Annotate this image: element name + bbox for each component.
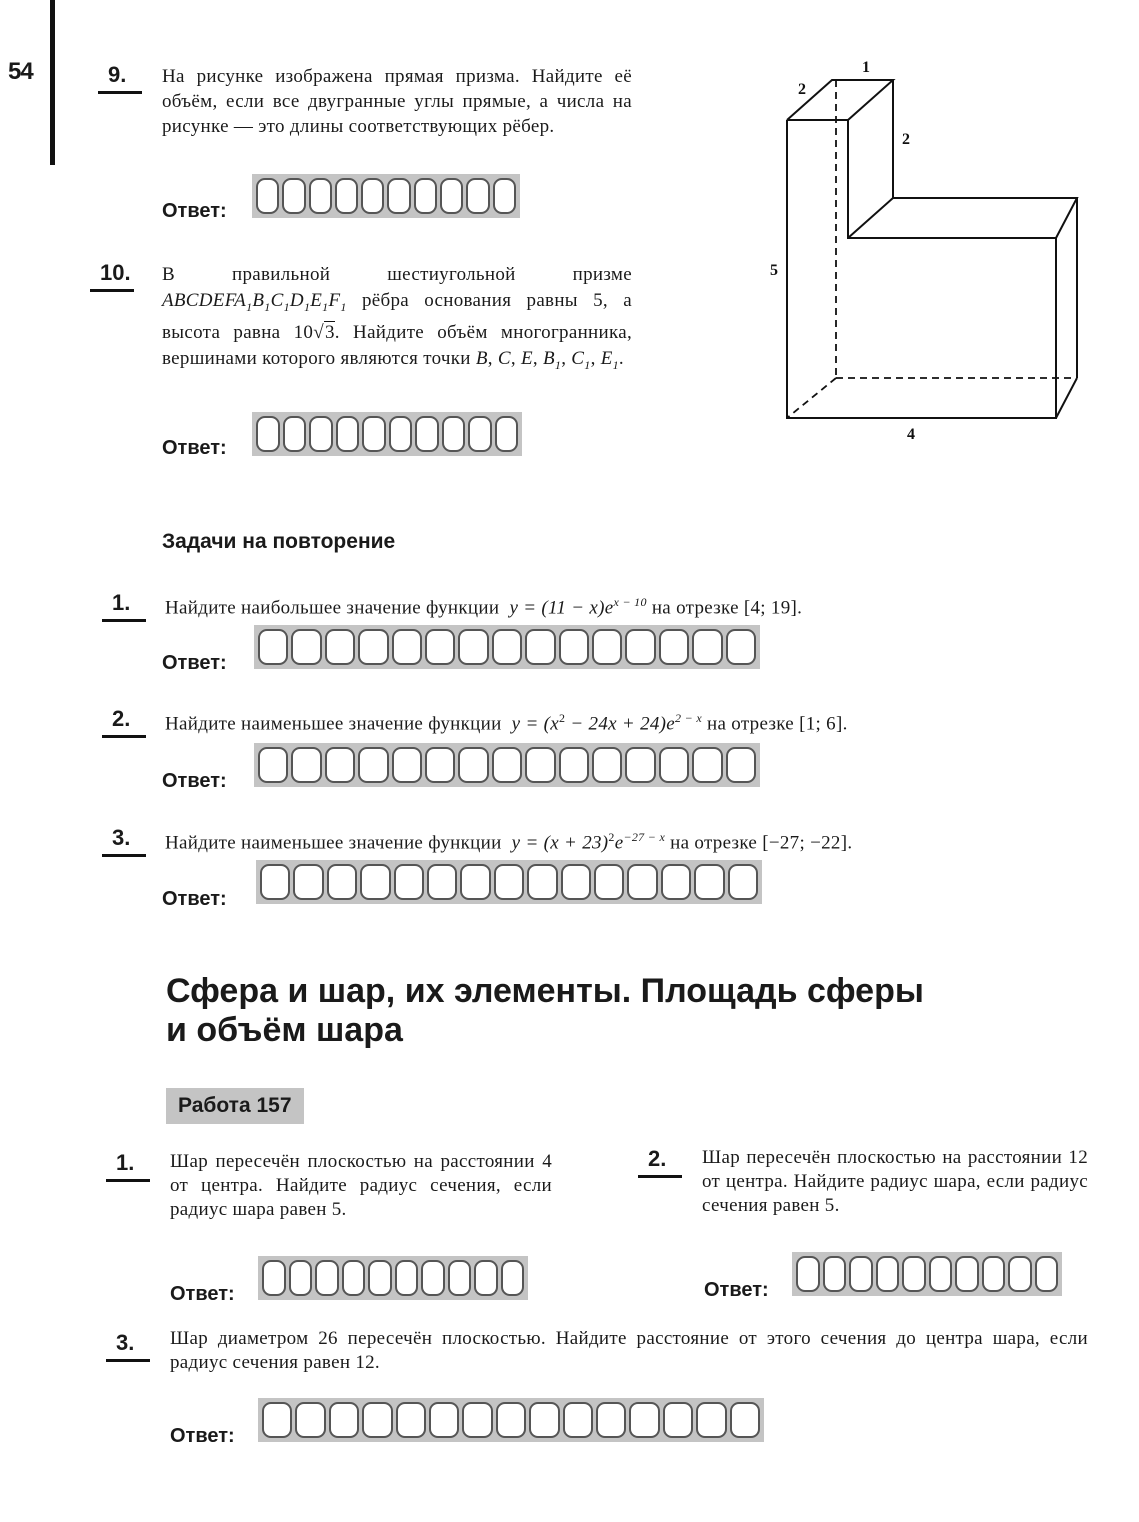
page-number: 54	[8, 58, 33, 85]
answer-cell[interactable]	[427, 864, 457, 900]
answer-cell[interactable]	[823, 1256, 847, 1292]
answer-cell[interactable]	[394, 864, 424, 900]
answer-cell[interactable]	[358, 629, 388, 665]
figure-label-5: 5	[770, 262, 778, 279]
answer-cell[interactable]	[659, 629, 689, 665]
answer-cell[interactable]	[258, 629, 288, 665]
review-3-formula-a: y = (x + 23)	[511, 832, 609, 854]
review-2-formula-a: y = (x	[511, 713, 559, 735]
figure-label-2-top: 2	[798, 81, 806, 98]
review-2-number: 2.	[112, 706, 131, 731]
answer-cell[interactable]	[293, 864, 323, 900]
answer-label-w2: Ответ:	[704, 1279, 769, 1301]
review-3-formula-b: e	[614, 832, 624, 854]
answer-label-9: Ответ:	[162, 200, 227, 222]
answer-cell[interactable]	[283, 416, 307, 452]
answer-box-w3[interactable]	[258, 1398, 764, 1442]
answer-cell[interactable]	[494, 864, 524, 900]
answer-cell[interactable]	[696, 1402, 726, 1438]
answer-cell[interactable]	[440, 178, 463, 214]
point-b: B	[475, 347, 488, 369]
answer-cell[interactable]	[368, 1260, 392, 1296]
answer-cell[interactable]	[592, 629, 622, 665]
answer-cell[interactable]	[415, 416, 439, 452]
answer-cell[interactable]	[361, 178, 384, 214]
answer-cell[interactable]	[1008, 1256, 1032, 1292]
answer-cell[interactable]	[309, 178, 332, 214]
work-2-number: 2.	[648, 1146, 667, 1171]
review-1-formula: y = (11 − x)e	[509, 597, 614, 619]
answer-cell[interactable]	[1035, 1256, 1059, 1292]
low-top	[848, 198, 1077, 238]
answer-cell[interactable]	[358, 747, 388, 783]
answer-cell[interactable]	[462, 1402, 492, 1438]
margin-bar	[50, 0, 55, 165]
answer-cell[interactable]	[392, 629, 422, 665]
point-e: E	[520, 347, 533, 369]
review-2-prefix: Найдите наименьшее значение функции	[165, 713, 502, 735]
review-1-number: 1.	[112, 590, 131, 615]
prism-figure	[760, 50, 1100, 450]
answer-cell[interactable]	[559, 747, 589, 783]
review-1-exp: x − 10	[613, 595, 647, 609]
review-title: Задачи на повторение	[162, 530, 396, 553]
point-b1: $B_1$	[542, 347, 562, 372]
answer-label-r3: Ответ:	[162, 888, 227, 910]
answer-cell[interactable]	[468, 416, 492, 452]
answer-cell[interactable]	[260, 864, 290, 900]
chapter-title-line2: и объём шара	[166, 1011, 403, 1049]
answer-cell[interactable]	[289, 1260, 313, 1296]
answer-cell[interactable]	[849, 1256, 873, 1292]
answer-box-r2[interactable]	[254, 743, 760, 787]
work-3-number: 3.	[116, 1330, 135, 1355]
review-3-sq: 2	[608, 830, 615, 844]
answer-cell[interactable]	[389, 416, 413, 452]
answer-cell[interactable]	[496, 1402, 526, 1438]
answer-cell[interactable]	[629, 1402, 659, 1438]
review-2-suffix: на отрезке [1; 6].	[707, 713, 848, 735]
answer-label-w3: Ответ:	[170, 1425, 235, 1447]
answer-label-r1: Ответ:	[162, 652, 227, 674]
answer-cell[interactable]	[425, 629, 455, 665]
problem-9-text: На рисунке изображена прямая призма. Найдите её объём, если все двугранные углы прямые, а числа на рисунке — это длины соответствующих рёбер.	[162, 66, 632, 137]
answer-cell[interactable]	[796, 1256, 820, 1292]
problem-10-text: В правильной шестиугольной призме $ABCDEFA_1B_1C_1D_1E_1F_1$ рёбра основания равны 5, а высота равна 10√3. Найдите объём многогранника, вершинами которого являются точки B, C, E, $B_1$, $C_1$, $E_1$.	[162, 264, 632, 372]
answer-cell[interactable]	[561, 864, 591, 900]
answer-cell[interactable]	[458, 629, 488, 665]
answer-cell[interactable]	[592, 747, 622, 783]
height-coef: 10	[293, 321, 314, 343]
answer-label-10: Ответ:	[162, 437, 227, 459]
answer-cell[interactable]	[396, 1402, 426, 1438]
answer-cell[interactable]	[315, 1260, 339, 1296]
answer-box-9[interactable]	[252, 174, 520, 218]
answer-cell[interactable]	[728, 864, 758, 900]
review-1-prefix: Найдите наибольшее значение функции	[165, 597, 500, 619]
answer-cell[interactable]	[663, 1402, 693, 1438]
answer-cell[interactable]	[325, 747, 355, 783]
answer-cell[interactable]	[692, 629, 722, 665]
prism-name: $ABCDEFA_1B_1C_1D_1E_1F_1$	[162, 290, 347, 314]
answer-cell[interactable]	[466, 178, 489, 214]
problem-10-text-part3: Найдите объём многогранника, вершинами которого являются точки	[162, 321, 632, 369]
answer-cell[interactable]	[955, 1256, 979, 1292]
answer-cell[interactable]	[362, 416, 386, 452]
answer-cell[interactable]	[335, 178, 358, 214]
answer-cell[interactable]	[414, 178, 437, 214]
answer-cell[interactable]	[501, 1260, 525, 1296]
review-2-sq: 2	[558, 711, 566, 725]
figure-label-4: 4	[907, 426, 915, 443]
answer-cell[interactable]	[730, 1402, 760, 1438]
work-1-text: Шар пересечён плоскостью на расстоянии 4 от центра. Найдите радиус сечения, если радиус шара равен 5.	[170, 1151, 552, 1220]
answer-cell[interactable]	[392, 747, 422, 783]
point-e1: $E_1$	[600, 347, 619, 372]
answer-cell[interactable]	[425, 747, 455, 783]
review-3-exp: −27 − x	[623, 830, 666, 844]
front-face	[787, 120, 1056, 418]
review-3-number: 3.	[112, 825, 131, 850]
answer-cell[interactable]	[342, 1260, 366, 1296]
low-bottom-back-edge	[1056, 378, 1077, 418]
review-2-formula-b: − 24x + 24)e	[565, 713, 676, 735]
figure-label-2-side: 2	[902, 131, 910, 148]
answer-cell[interactable]	[493, 178, 516, 214]
chapter-title-line1: Сфера и шар, их элементы. Площадь сферы	[166, 972, 924, 1010]
answer-cell[interactable]	[421, 1260, 445, 1296]
hidden-bottom-side	[787, 378, 836, 418]
answer-cell[interactable]	[325, 629, 355, 665]
answer-cell[interactable]	[262, 1260, 286, 1296]
answer-cell[interactable]	[492, 629, 522, 665]
answer-cell[interactable]	[291, 747, 321, 783]
work-2-text: Шар пересечён плоскостью на расстоянии 12 от центра. Найдите радиус шара, если радиус сечения равен 5.	[702, 1147, 1088, 1216]
answer-cell[interactable]	[282, 178, 305, 214]
answer-cell[interactable]	[460, 864, 490, 900]
answer-label-w1: Ответ:	[170, 1283, 235, 1305]
answer-cell[interactable]	[258, 747, 288, 783]
answer-cell[interactable]	[395, 1260, 419, 1296]
review-1-suffix: на отрезке [4; 19].	[651, 597, 803, 619]
answer-cell[interactable]	[492, 747, 522, 783]
review-1-text	[165, 590, 802, 620]
problem-10-text-part1: В правильной шестиугольной призме	[162, 264, 632, 285]
answer-cell[interactable]	[661, 864, 691, 900]
answer-cell[interactable]	[448, 1260, 472, 1296]
answer-cell[interactable]	[309, 416, 333, 452]
answer-cell[interactable]	[525, 747, 555, 783]
answer-cell[interactable]	[627, 864, 657, 900]
answer-box-10[interactable]	[252, 412, 522, 456]
answer-cell[interactable]	[902, 1256, 926, 1292]
height-root: 3	[324, 321, 335, 343]
answer-cell[interactable]	[525, 629, 555, 665]
sqrt-icon: √	[313, 321, 324, 343]
review-3-prefix: Найдите наименьшее значение функции	[165, 832, 502, 854]
figure-label-1: 1	[862, 59, 870, 76]
answer-cell[interactable]	[596, 1402, 626, 1438]
answer-box-r3[interactable]	[256, 860, 762, 904]
answer-cell[interactable]	[726, 629, 756, 665]
answer-cell[interactable]	[527, 864, 557, 900]
answer-box-w1[interactable]	[258, 1256, 528, 1300]
chapter-title	[166, 972, 1106, 1050]
work-badge: Работа 157	[166, 1088, 304, 1124]
review-2-text	[165, 706, 848, 736]
answer-cell[interactable]	[256, 178, 279, 214]
answer-cell[interactable]	[625, 747, 655, 783]
problem-9-number: 9.	[108, 62, 127, 87]
point-c1: $C_1$	[571, 347, 591, 372]
answer-cell[interactable]	[529, 1402, 559, 1438]
answer-cell[interactable]	[291, 629, 321, 665]
answer-cell[interactable]	[559, 629, 589, 665]
answer-cell[interactable]	[387, 178, 410, 214]
review-2-exp: 2 − x	[675, 711, 702, 725]
work-3-text: Шар диаметром 26 пересечён плоскостью. Найдите расстояние от этого сечения до центра шара, если радиус сечения равен 12.	[170, 1328, 1088, 1373]
answer-cell[interactable]	[694, 864, 724, 900]
answer-box-r1[interactable]	[254, 625, 760, 669]
problem-10-number: 10.	[100, 260, 131, 285]
problem-10-text-part2: рёбра основания равны 5, а высота равна	[162, 290, 632, 343]
work-1-number: 1.	[116, 1150, 135, 1175]
answer-cell[interactable]	[594, 864, 624, 900]
answer-cell[interactable]	[262, 1402, 292, 1438]
answer-cell[interactable]	[474, 1260, 498, 1296]
answer-box-w2[interactable]	[792, 1252, 1062, 1296]
answer-cell[interactable]	[295, 1402, 325, 1438]
point-c: C	[497, 347, 511, 369]
answer-cell[interactable]	[429, 1402, 459, 1438]
review-3-suffix: на отрезке [−27; −22].	[670, 832, 853, 854]
answer-cell[interactable]	[360, 864, 390, 900]
answer-cell[interactable]	[876, 1256, 900, 1292]
answer-cell[interactable]	[726, 747, 756, 783]
answer-cell[interactable]	[327, 864, 357, 900]
answer-cell[interactable]	[362, 1402, 392, 1438]
answer-cell[interactable]	[563, 1402, 593, 1438]
answer-cell[interactable]	[495, 416, 519, 452]
answer-cell[interactable]	[458, 747, 488, 783]
answer-label-r2: Ответ:	[162, 770, 227, 792]
answer-cell[interactable]	[625, 629, 655, 665]
answer-cell[interactable]	[442, 416, 466, 452]
review-3-text	[165, 825, 852, 855]
answer-cell[interactable]	[929, 1256, 953, 1292]
answer-cell[interactable]	[336, 416, 360, 452]
answer-cell[interactable]	[329, 1402, 359, 1438]
answer-cell[interactable]	[256, 416, 280, 452]
answer-cell[interactable]	[692, 747, 722, 783]
answer-cell[interactable]	[659, 747, 689, 783]
answer-cell[interactable]	[982, 1256, 1006, 1292]
